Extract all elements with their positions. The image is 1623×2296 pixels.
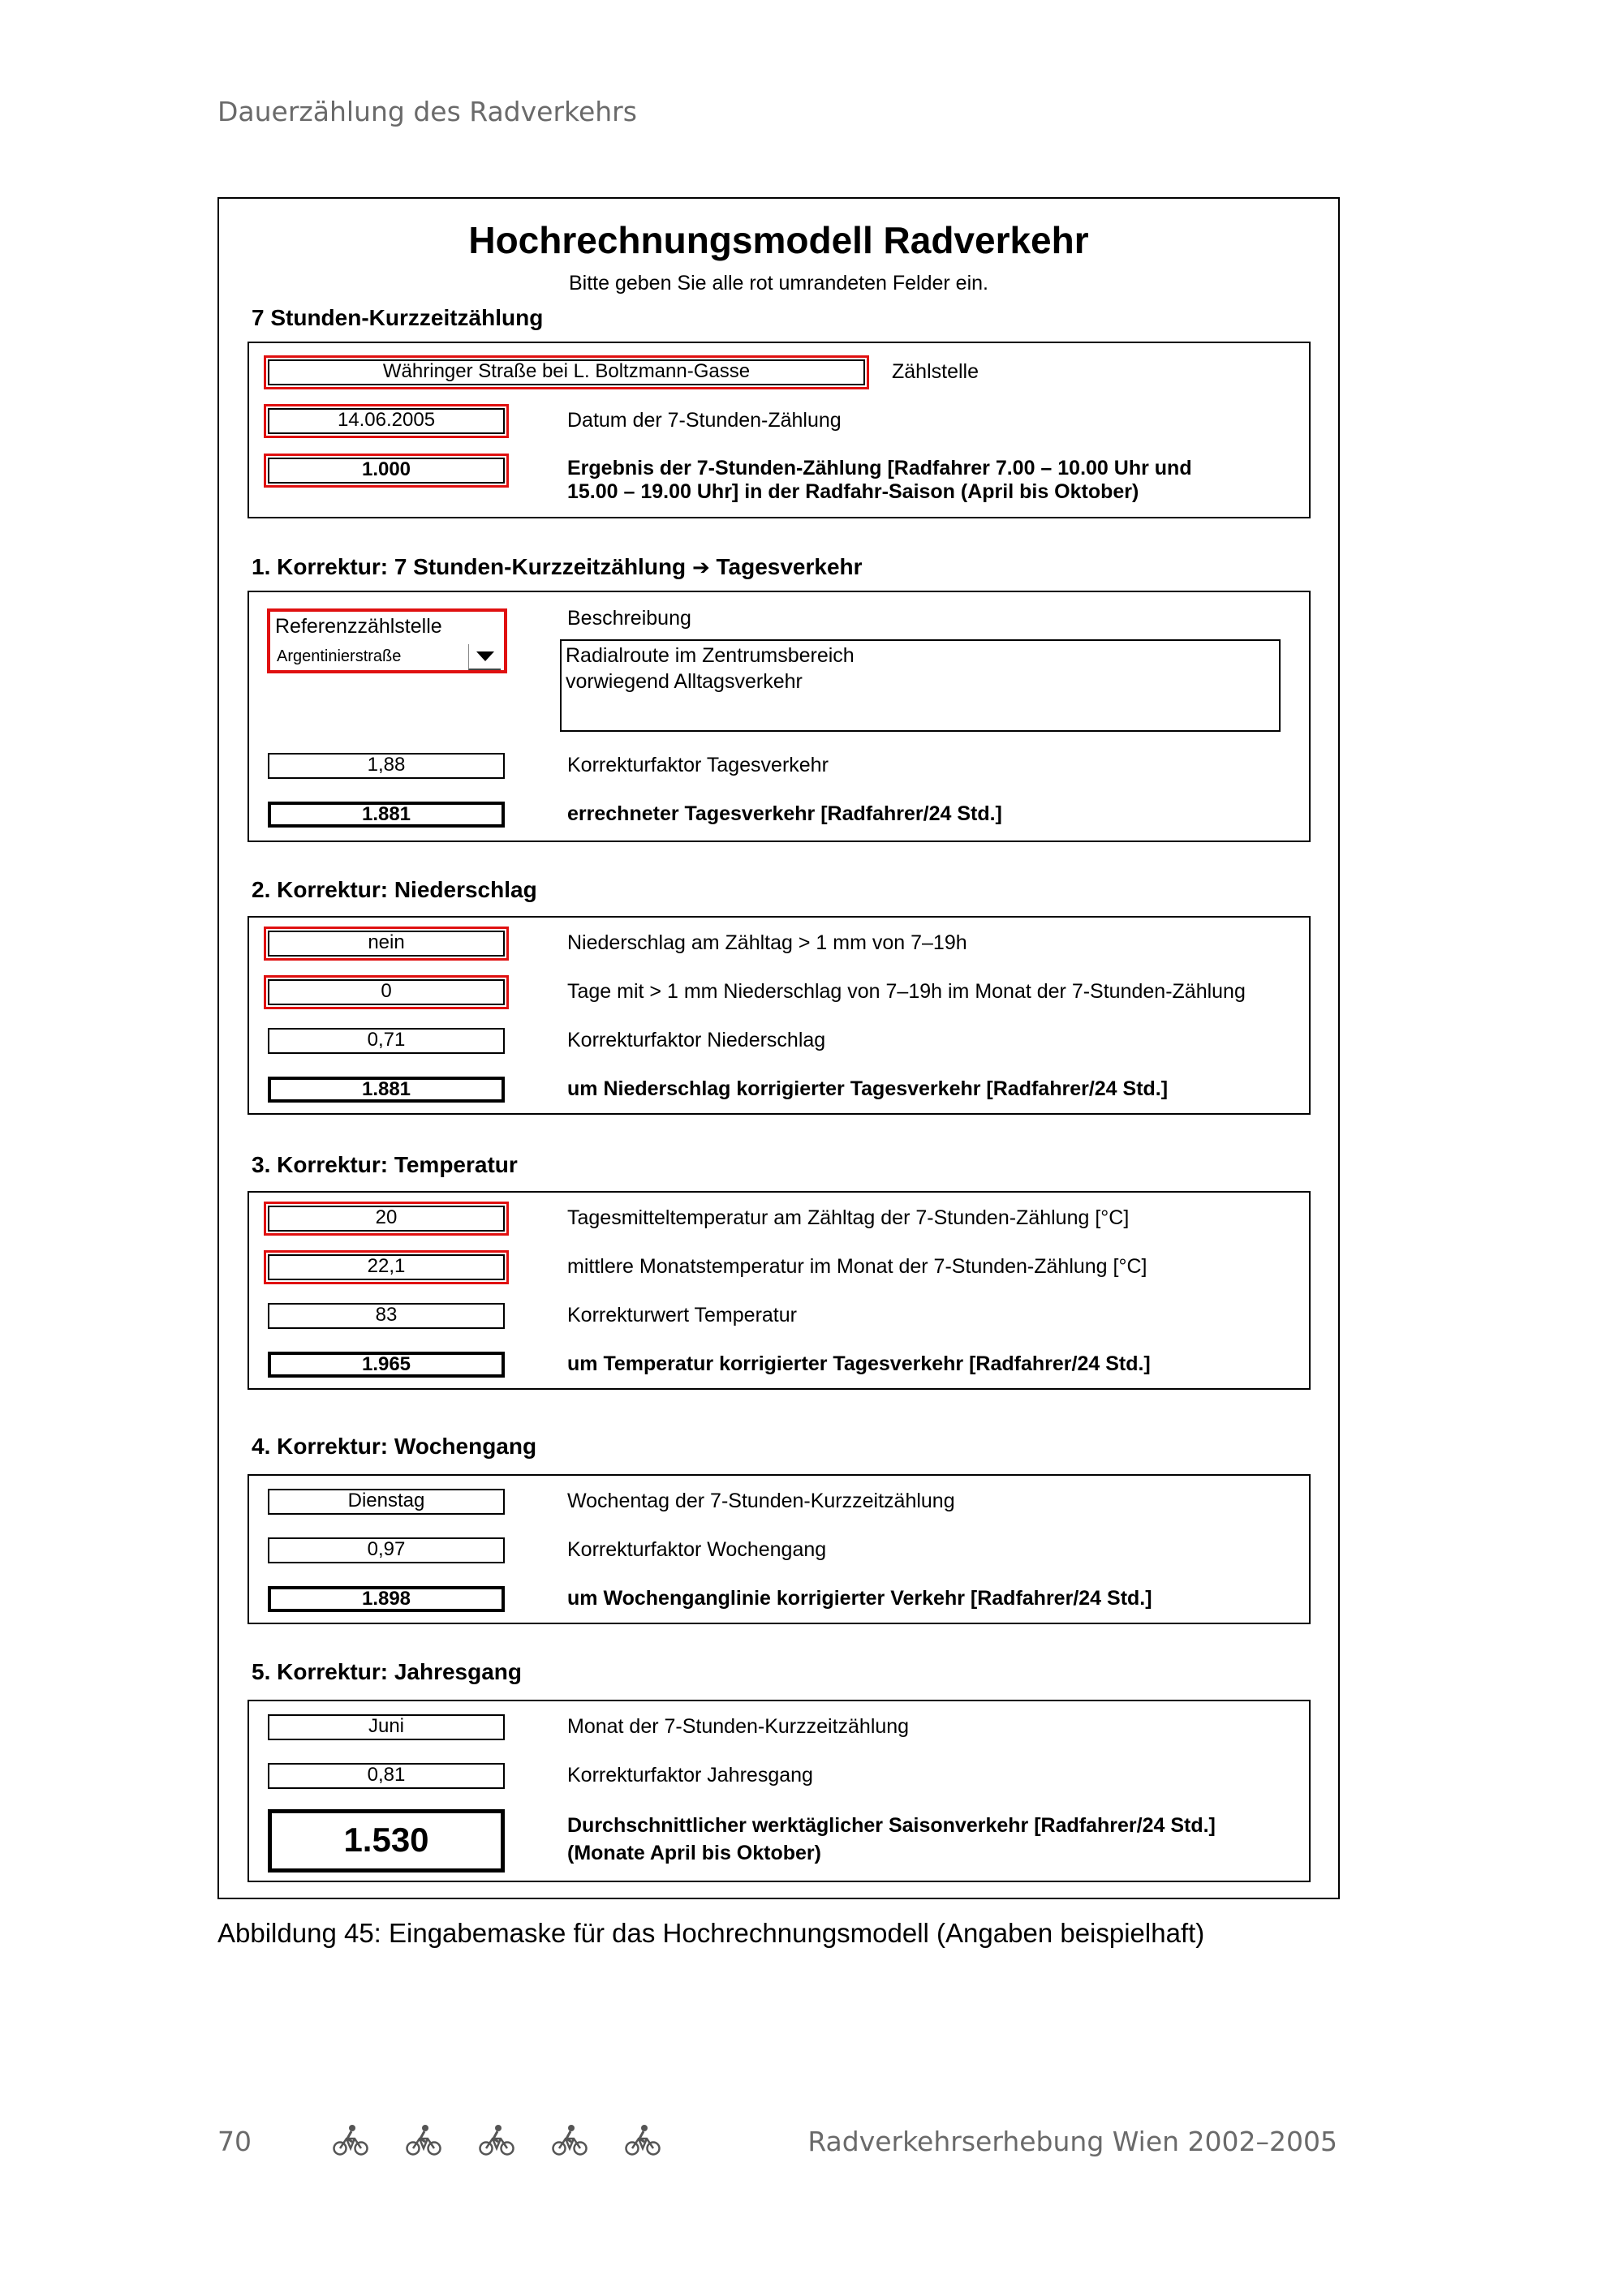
section-heading-k4: 4. Korrektur: Wochengang (252, 1434, 537, 1459)
rain-days-label: Tage mit > 1 mm Niederschlag von 7–19h im Monat der 7-Stunden-Zählung (567, 980, 1246, 1003)
weekday-field: Dienstag (268, 1489, 505, 1515)
section-heading-k1-text: 1. Korrektur: 7 Stunden-Kurzzeitzählung (252, 554, 687, 579)
day-temperature-input[interactable]: 20 (268, 1206, 505, 1232)
bicycle-icon (333, 2124, 368, 2156)
day-temperature-label: Tagesmitteltemperatur am Zähltag der 7-Stunden-Zählung [°C] (567, 1206, 1130, 1229)
panel-k1 (248, 591, 1311, 842)
daily-traffic-label: errechneter Tagesverkehr [Radfahrer/24 Std.] (567, 802, 1002, 825)
description-line-2: vorwiegend Alltagsverkehr (566, 670, 803, 693)
annual-factor-field: 0,81 (268, 1763, 505, 1789)
location-label: Zählstelle (892, 360, 979, 383)
annual-factor-label: Korrekturfaktor Jahresgang (567, 1764, 813, 1786)
chevron-down-icon (476, 651, 494, 661)
precipitation-result: 1.881 (268, 1077, 505, 1103)
result-label-line-1: Ergebnis der 7-Stunden-Zählung [Radfahrer 7.00 – 10.00 Uhr und (567, 457, 1192, 479)
calculation-form (217, 197, 1340, 1899)
panel-k2 (248, 916, 1311, 1115)
month-label: Monat der 7-Stunden-Kurzzeitzählung (567, 1715, 910, 1738)
form-title: Hochrechnungsmodell Radverkehr (468, 219, 1089, 261)
bicycle-icon (406, 2124, 441, 2156)
rain-days-input[interactable]: 0 (268, 979, 505, 1005)
description-line-1: Radialroute im Zentrumsbereich (566, 644, 855, 667)
dropdown-toggle[interactable] (468, 644, 501, 670)
result-label-line-2: 15.00 – 19.00 Uhr] in der Radfahr-Saison (April bis Oktober) (567, 480, 1139, 503)
precipitation-factor-label: Korrekturfaktor Niederschlag (567, 1029, 826, 1051)
daily-factor-label: Korrekturfaktor Tagesverkehr (567, 754, 829, 776)
precipitation-label: Niederschlag am Zähltag > 1 mm von 7–19h (567, 931, 967, 954)
figure-caption: Abbildung 45: Eingabemaske für das Hochrechnungsmodell (Angaben beispielhaft) (217, 1918, 1205, 1948)
section-heading-k3: 3. Korrektur: Temperatur (252, 1152, 518, 1177)
panel-k3 (248, 1191, 1311, 1390)
weekday-result-label: um Wochenganglinie korrigierter Verkehr [Radfahrer/24 Std.] (567, 1587, 1152, 1610)
weekday-factor-field: 0,97 (268, 1537, 505, 1563)
description-title: Beschreibung (567, 607, 691, 630)
form-subtitle: Bitte geben Sie alle rot umrandeten Felder ein. (569, 272, 988, 295)
daily-traffic-result: 1.881 (268, 802, 505, 828)
section-heading-k2: 2. Korrektur: Niederschlag (252, 877, 537, 902)
month-temperature-input[interactable]: 22,1 (268, 1254, 505, 1280)
weekday-result: 1.898 (268, 1586, 505, 1612)
section-heading-k5: 5. Korrektur: Jahresgang (252, 1659, 522, 1684)
section-heading-kurzzeit: 7 Stunden-Kurzzeitzählung (252, 305, 544, 330)
temperature-result-label: um Temperatur korrigierter Tagesverkehr [Radfahrer/24 Std.] (567, 1352, 1151, 1375)
month-field: Juni (268, 1714, 505, 1740)
location-input[interactable]: Währinger Straße bei L. Boltzmann-Gasse (268, 359, 865, 385)
footer-title: Radverkehrserhebung Wien 2002–2005 (807, 2126, 1337, 2157)
precipitation-factor-field: 0,71 (268, 1028, 505, 1054)
reference-station-select[interactable] (267, 608, 507, 673)
precipitation-input[interactable]: nein (268, 931, 505, 957)
weekday-factor-label: Korrekturfaktor Wochengang (567, 1538, 827, 1561)
date-input[interactable]: 14.06.2005 (268, 408, 505, 434)
final-result: 1.530 (268, 1809, 505, 1872)
final-result-label-line-1: Durchschnittlicher werktäglicher Saisonverkehr [Radfahrer/24 Std.] (567, 1814, 1216, 1837)
temperature-result: 1.965 (268, 1352, 505, 1378)
bicycle-icon (625, 2124, 661, 2156)
page-number: 70 (217, 2126, 252, 2157)
section-heading-k1-tail: Tagesverkehr (716, 554, 863, 579)
final-result-label-line-2: (Monate April bis Oktober) (567, 1842, 821, 1864)
weekday-label: Wochentag der 7-Stunden-Kurzzeitzählung (567, 1490, 955, 1512)
description-box (560, 639, 1281, 732)
precipitation-result-label: um Niederschlag korrigierter Tagesverkehr [Radfahrer/24 Std.] (567, 1077, 1169, 1100)
reference-station-value: Argentinierstraße (277, 647, 402, 665)
temperature-correction-label: Korrekturwert Temperatur (567, 1304, 797, 1326)
date-label: Datum der 7-Stunden-Zählung (567, 409, 842, 432)
bicycle-icon (552, 2124, 588, 2156)
reference-station-label: Referenzzählstelle (275, 615, 442, 638)
bicycle-icon (479, 2124, 514, 2156)
running-header: Dauerzählung des Radverkehrs (217, 96, 637, 127)
month-temperature-label: mittlere Monatstemperatur im Monat der 7-Stunden-Zählung [°C] (567, 1255, 1147, 1278)
section-heading-k1 (252, 554, 863, 580)
arrow-right-icon: ➔ (691, 556, 710, 580)
daily-factor-field: 1,88 (268, 753, 505, 779)
result-input[interactable]: 1.000 (268, 458, 505, 484)
panel-k4 (248, 1474, 1311, 1624)
panel-k5 (248, 1700, 1311, 1882)
panel-kurzzeit (248, 342, 1311, 518)
temperature-correction-field: 83 (268, 1303, 505, 1329)
